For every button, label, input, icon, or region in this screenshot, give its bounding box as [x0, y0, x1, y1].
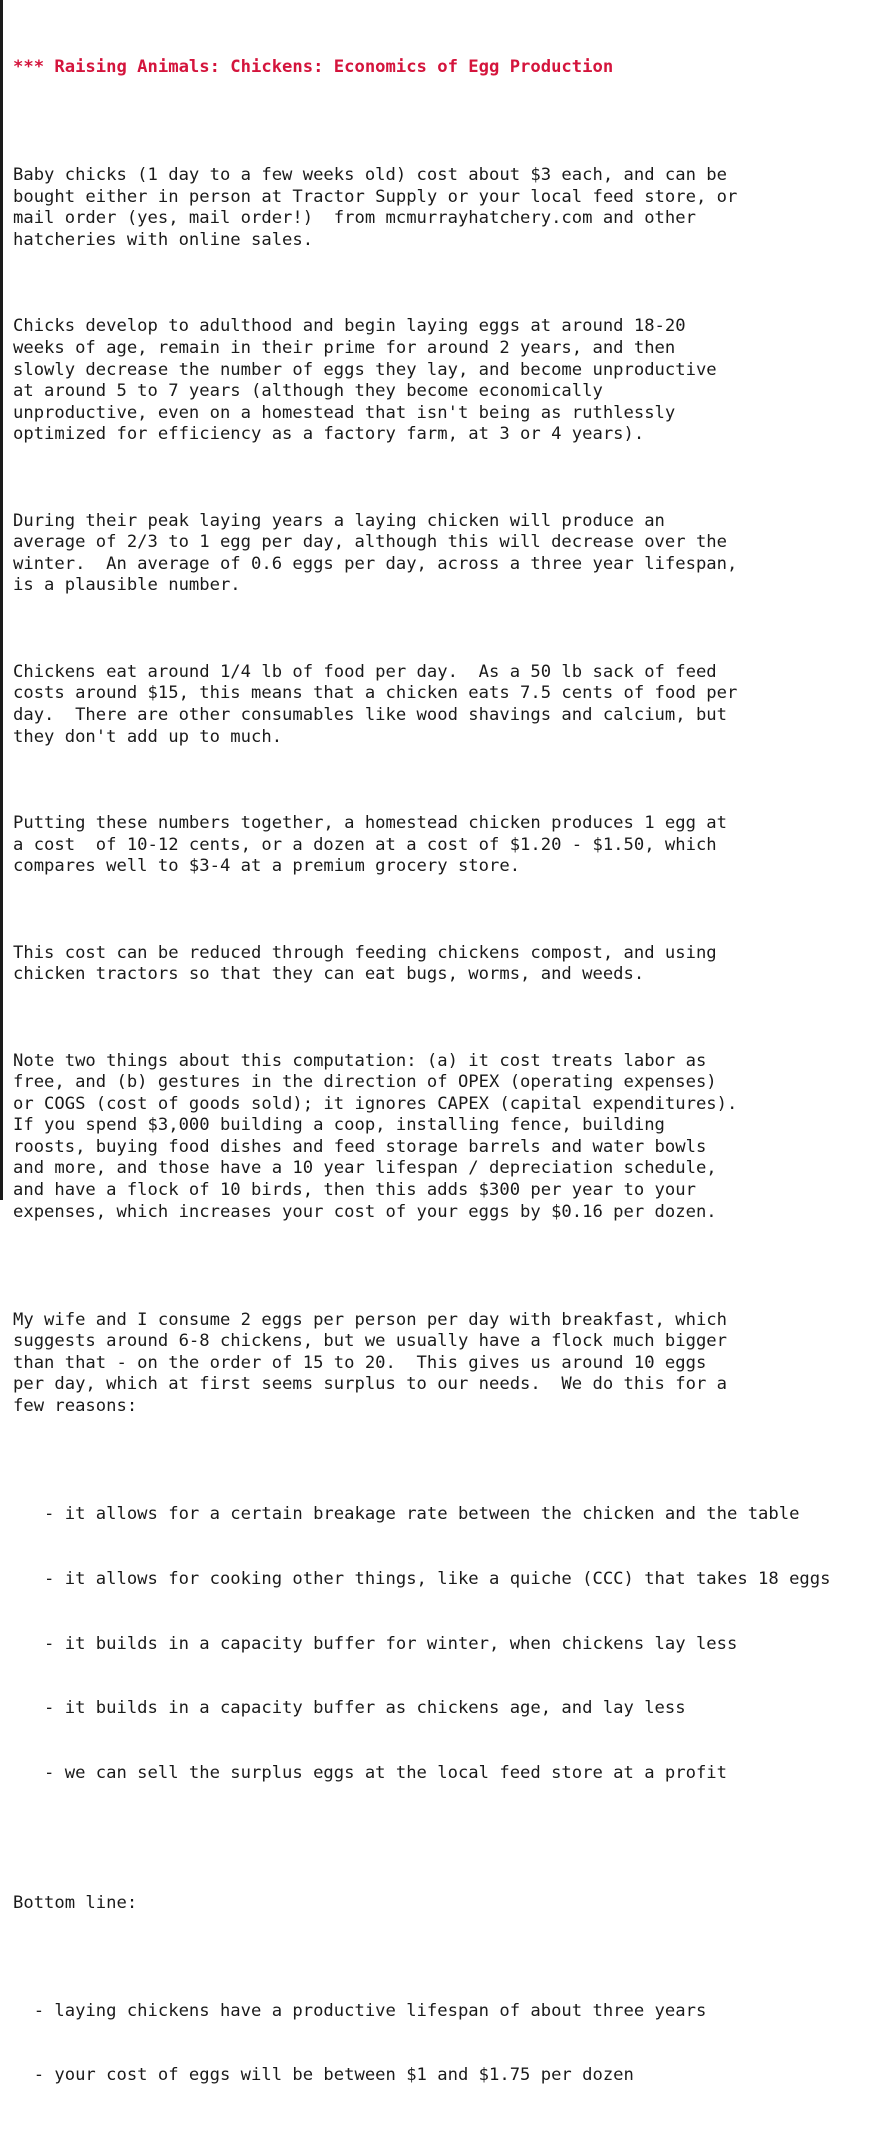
list-item: - it allows for cooking other things, like a quiche (CCC) that takes 18 eggs	[13, 1568, 831, 1589]
list-item: - your cost of eggs will be between $1 and $1.75 per dozen	[13, 2065, 634, 2086]
section-heading: *** Raising Animals: Chickens: Economics of Egg Production	[13, 57, 614, 78]
paragraph-feed-cost: Chickens eat around 1/4 lb of food per day. As a 50 lb sack of feed costs around $15, this means that a chicken eats 7.5 cents of food per day. There are other consumables like wood shavings and calcium, but they don't add up to much.	[13, 661, 738, 747]
document-body	[13, 14, 881, 2152]
list-item: - it allows for a certain breakage rate between the chicken and the table	[13, 1503, 800, 1524]
list-item: - laying chickens have a productive lifespan of about three years	[13, 2000, 707, 2021]
paragraph-laying-age: Chicks develop to adulthood and begin laying eggs at around 18-20 weeks of age, remain in their prime for around 2 years, and then slowly decrease the number of eggs they lay, and become unproductive at around 5 to 7 years (although they become economically unproductive, even on a homestead that isn't being as ruthlessly optimized for efficiency as a factory farm, at 3 or 4 years).	[13, 316, 717, 445]
paragraph-cost-reduction: This cost can be reduced through feeding chickens compost, and using chicken tractors so that they can eat bugs, worms, and weeds.	[13, 942, 717, 985]
paragraph-flock-size: My wife and I consume 2 eggs per person per day with breakfast, which suggests around 6-8 chickens, but we usually have a flock much bigger than that - on the order of 15 to 20. This gives us around 10 eggs per day, which at first seems surplus to our needs. We do this for a few reasons:	[13, 1309, 727, 1416]
bottom-line-label: Bottom line:	[13, 1892, 138, 1913]
list-item: - it builds in a capacity buffer as chickens age, and lay less	[13, 1698, 686, 1719]
bottom-line-list	[13, 1957, 881, 2130]
paragraph-egg-rate: During their peak laying years a laying chicken will produce an average of 2/3 to 1 egg per day, although this will decrease over the winter. An average of 0.6 eggs per day, across a three year lifespan, is a plausible number.	[13, 510, 738, 596]
reasons-list	[13, 1461, 881, 1828]
paragraph-chick-cost: Baby chicks (1 day to a few weeks old) cost about $3 each, and can be bought either in person at Tractor Supply or your local feed store, or mail order (yes, mail order!) from mcmurrayhatchery.com and other hatcheries with online sales.	[13, 165, 738, 250]
editor-left-border	[0, 0, 3, 1200]
paragraph-capex-note: Note two things about this computation: (a) it cost treats labor as free, and (b) gestures in the direction of OPEX (operating expenses) or COGS (cost of goods sold); it ignores CAPEX (capital expenditures). If you spend $3,000 building a coop, installing fence, building roosts, buying food dishes and feed storage barrels and water bowls and more, and those have a 10 year lifespan / depreciation schedule, and have a flock of 10 birds, then this adds $300 per year to your expenses, which increases your cost of your eggs by $0.16 per dozen.	[13, 1050, 738, 1222]
list-item: - we can sell the surplus eggs at the local feed store at a profit	[13, 1763, 727, 1784]
list-item: - it builds in a capacity buffer for winter, when chickens lay less	[13, 1633, 738, 1654]
paragraph-egg-cost: Putting these numbers together, a homestead chicken produces 1 egg at a cost of 10-12 cents, or a dozen at a cost of $1.20 - $1.50, which compares well to $3-4 at a premium grocery store.	[13, 812, 727, 877]
